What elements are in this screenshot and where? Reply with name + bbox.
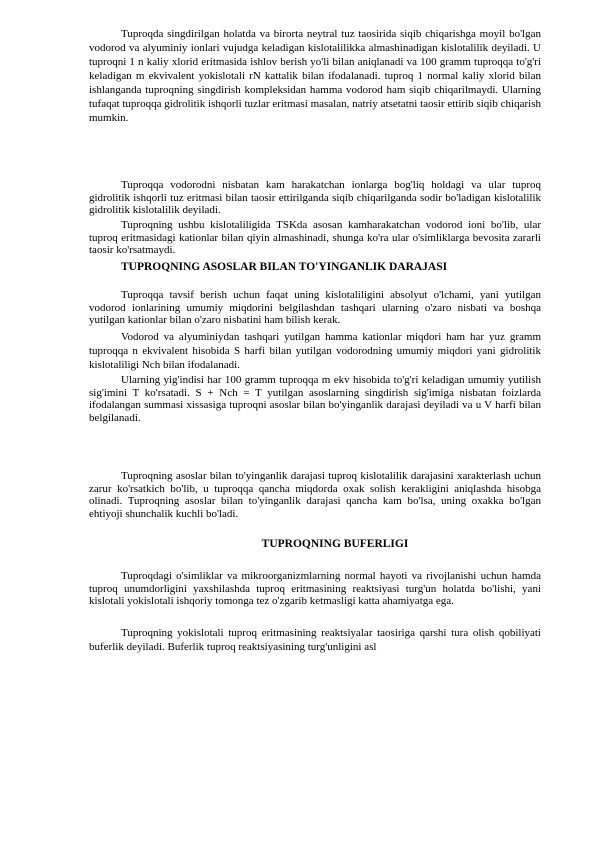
paragraph-tsk-hydrogen: Tuproqning ushbu kislotaliligida TSKda asosan kamharakatchan vodorod ioni bo'lib, ular tuproq eritmasidagi kationlar bilan qiyin almashinadi, shunga ko'ra ular o'simliklarga bevosita zararli taosir ko'rsatmaydi.	[89, 219, 541, 256]
heading-base-saturation: TUPROQNING ASOSLAR BILAN TO'YINGANLIK DARAJASI	[121, 261, 448, 273]
paragraph-saturation-degree: Tuproqning asoslar bilan to'yinganlik darajasi tuproq kislotalilik darajasini xarakterlash uchun zarur ko'rsatkich bo'lib, u tuproqqa qancha miqdorda oxak solish kerakligini aniqlashda hisobga olinadi. Tuproqning asoslar bilan to'yinganlik darajasi qancha kam bo'lsa, uning oxakka bo'lgan ehtiyoji shunchalik kuchli bo'ladi.	[89, 470, 541, 520]
paragraph-absorption-capacity: Ularning yig'indisi har 100 gramm tuproqqa m ekv hisobida to'g'ri keladigan umumiy yutilish sig'imini T ko'rsatadi. S + Nch = T yutilgan asoslarning singdirish sig'imiga nisbatan foizlarda ifodalangan summasi xissasiga tuproqni asoslar bilan bo'yinganlik darajasi deyiladi va u V harfi bilan belgilanadi.	[89, 374, 541, 424]
paragraph-buffering-definition: Tuproqning yokislotali tuproq eritmasining reaktsiyalar taosiriga qarshi tura olish qobiliyati buferlik deyiladi. Buferlik tuproq reaktsiyasining turg'unligini asl	[89, 627, 541, 653]
paragraph-absolute-acidity: Tuproqqa tavsif berish uchun faqat uning kislotaliligini absolyut o'lchami, yani yutilgan vodorod ionlarining umumiy miqdorini belgilashdan tashqari ularning o'zaro nisbati va boshqa yutilgan kationlar bilan o'zaro nisbatini ham bilish kerak.	[89, 289, 541, 326]
paragraph-hydrolytic-acidity: Tuproqqa vodorodni nisbatan kam harakatchan ionlarga bog'liq holdagi va ular tuproq gidrolitik ishqorli tuz eritmasi bilan taosir ettirilganda siqib chiqarilganda sodir bo'ladigan kislotalilik gidrolitik kislotalilik deyiladi.	[89, 179, 541, 216]
heading-buffering: TUPROQNING BUFERLIGI	[261, 538, 409, 550]
paragraph-reaction-stability: Tuproqdagi o'simliklar va mikroorganizmlarning normal hayoti va rivojlanishi uchun hamda tuproq unumdorligini yaxshilashda tuproq eritmasining reaktsiyasi turg'un holatda bo'lishi, yani kislotali yokislotali ishqoriy tomonga tez o'zgarib ketmasligi katta ahamiyatga ega.	[89, 570, 541, 607]
paragraph-cation-sum: Vodorod va alyuminiydan tashqari yutilgan hamma kationlar miqdori ham har yuz gramm tuproqqa n ekvivalent hisobida S harfi bilan yutilgan vodorodning umumiy miqdori yani gidrolitik kislotaliligi Nch bilan ifodalanadi.	[89, 331, 541, 371]
paragraph-exchange-acidity: Tuproqda singdirilgan holatda va birorta neytral tuz taosirida siqib chiqarishga moyil bo'lgan vodorod va alyuminiy ionlari vujudga keladigan kislotalilikka almashinadigan kislotalilik deyiladi. U tuproqni 1 n kaliy xlorid eritmasida ishlov berish yo'li bilan aniqlanadi va 100 gramm tuproqqa to'g'ri keladigan m ekvivalent yokislotali rN kattalik bilan ifodalanadi. tuproq 1 normal kaliy xlorid bilan ishlanganda tuproqning singdirish kompleksidan hamma vodorod ham siqib chiqarilmaydi. Ularning tufaqat tuproqqa gidrolitik ishqorli tuzlar eritmasi masalan, natriy atsetatni taosir ettirib siqib chiqarish mumkin.	[89, 28, 541, 124]
